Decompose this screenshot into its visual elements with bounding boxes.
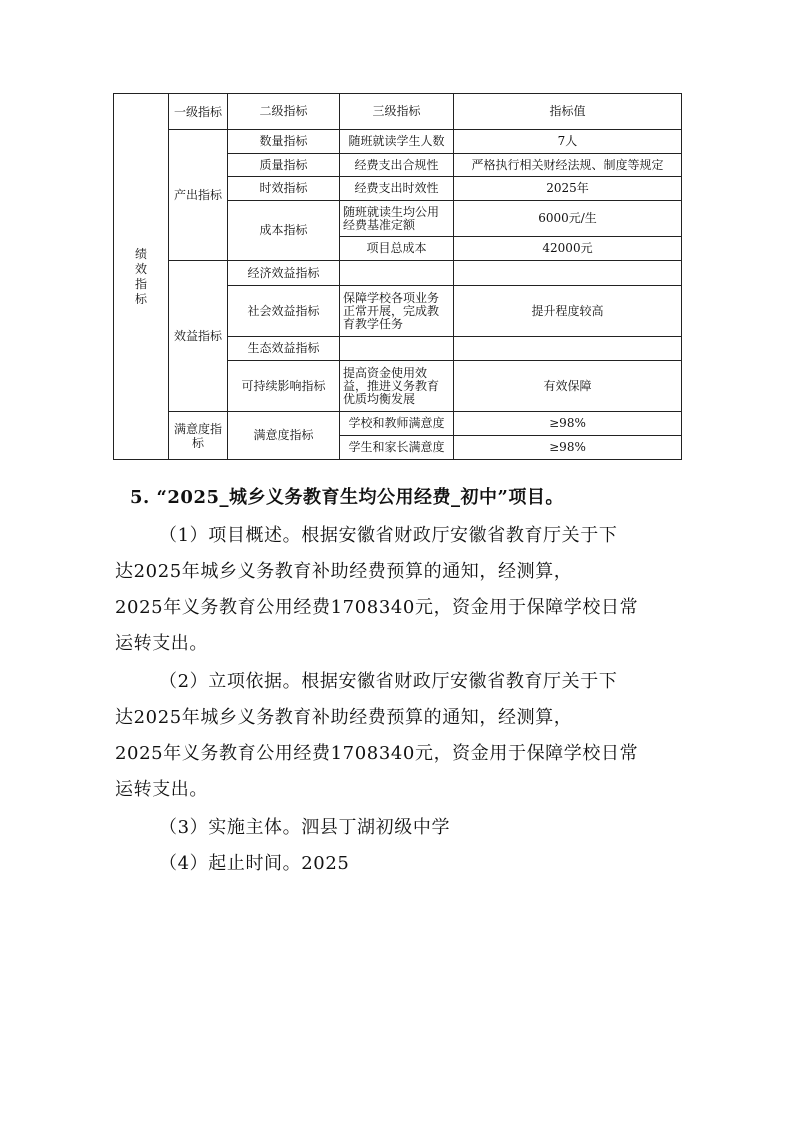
header-value: 指标值 [454, 94, 682, 130]
value-cell: 严格执行相关财经法规、制度等规定 [454, 154, 682, 177]
paragraph-line: （2）立项依据。根据安徽省财政厅安徽省教育厅关于下 [159, 671, 618, 692]
category-label: 绩效指标 [134, 246, 147, 306]
level3-cell [340, 337, 454, 361]
paragraph-line: 达2025年城乡义务教育补助经费预算的通知，经测算， [115, 707, 573, 728]
value-cell [454, 337, 682, 361]
paragraph-overview [115, 518, 685, 662]
level2-cell: 质量指标 [228, 154, 340, 177]
section-heading: 5. “2025_城乡义务教育生均公用经费_初中”项目。 [130, 487, 564, 508]
level2-cell: 社会效益指标 [228, 286, 340, 337]
paragraph-line: （4）起止时间。2025 [159, 853, 350, 874]
value-cell: 42000元 [454, 237, 682, 261]
paragraph-line: 2025年义务教育公用经费1708340元，资金用于保障学校日常 [115, 743, 639, 764]
paragraph-line: 2025年义务教育公用经费1708340元，资金用于保障学校日常 [115, 597, 639, 618]
level2-cell: 生态效益指标 [228, 337, 340, 361]
value-cell: 2025年 [454, 177, 682, 201]
category-cell [114, 94, 169, 460]
value-cell: 提升程度较高 [454, 286, 682, 337]
level3-cell: 保障学校各项业务正常开展，完成教育教学任务 [340, 286, 454, 337]
paragraph-line: 运转支出。 [115, 633, 208, 654]
level2-cell: 经济效益指标 [228, 261, 340, 286]
level3-cell: 经费支出合规性 [340, 154, 454, 177]
group-label-satisfaction: 满意度指标 [169, 412, 228, 460]
paragraph-implementer [115, 810, 685, 846]
level2-cell: 数量指标 [228, 130, 340, 154]
table-row [114, 261, 682, 286]
level2-cell: 满意度指标 [228, 412, 340, 460]
level3-cell: 提高资金使用效益，推进义务教育优质均衡发展 [340, 361, 454, 412]
value-cell: ≥98% [454, 436, 682, 460]
paragraph-line: 达2025年城乡义务教育补助经费预算的通知，经测算， [115, 561, 573, 582]
level2-cell: 时效指标 [228, 177, 340, 201]
level2-cell: 成本指标 [228, 201, 340, 261]
paragraph-line: （3）实施主体。泗县丁湖初级中学 [159, 817, 451, 838]
group-label-output: 产出指标 [169, 130, 228, 261]
header-level3: 三级指标 [340, 94, 454, 130]
performance-indicator-table [113, 93, 682, 460]
group-label-benefit: 效益指标 [169, 261, 228, 412]
level3-cell [340, 261, 454, 286]
value-cell [454, 261, 682, 286]
paragraph-period [115, 846, 685, 882]
table-header-row [114, 94, 682, 130]
level3-cell: 随班就读学生人数 [340, 130, 454, 154]
value-cell: 有效保障 [454, 361, 682, 412]
level3-cell: 随班就读生均公用经费基准定额 [340, 201, 454, 237]
header-level2: 二级指标 [228, 94, 340, 130]
value-cell: ≥98% [454, 412, 682, 436]
level3-cell: 学生和家长满意度 [340, 436, 454, 460]
paragraph-line: 运转支出。 [115, 779, 208, 800]
value-cell: 6000元/生 [454, 201, 682, 237]
table-row [114, 130, 682, 154]
level3-cell: 经费支出时效性 [340, 177, 454, 201]
level3-cell: 项目总成本 [340, 237, 454, 261]
paragraph-line: （1）项目概述。根据安徽省财政厅安徽省教育厅关于下 [159, 525, 618, 546]
level3-cell: 学校和教师满意度 [340, 412, 454, 436]
paragraph-basis [115, 664, 685, 808]
table-row [114, 412, 682, 436]
header-level1: 一级指标 [169, 94, 228, 130]
level2-cell: 可持续影响指标 [228, 361, 340, 412]
value-cell: 7人 [454, 130, 682, 154]
